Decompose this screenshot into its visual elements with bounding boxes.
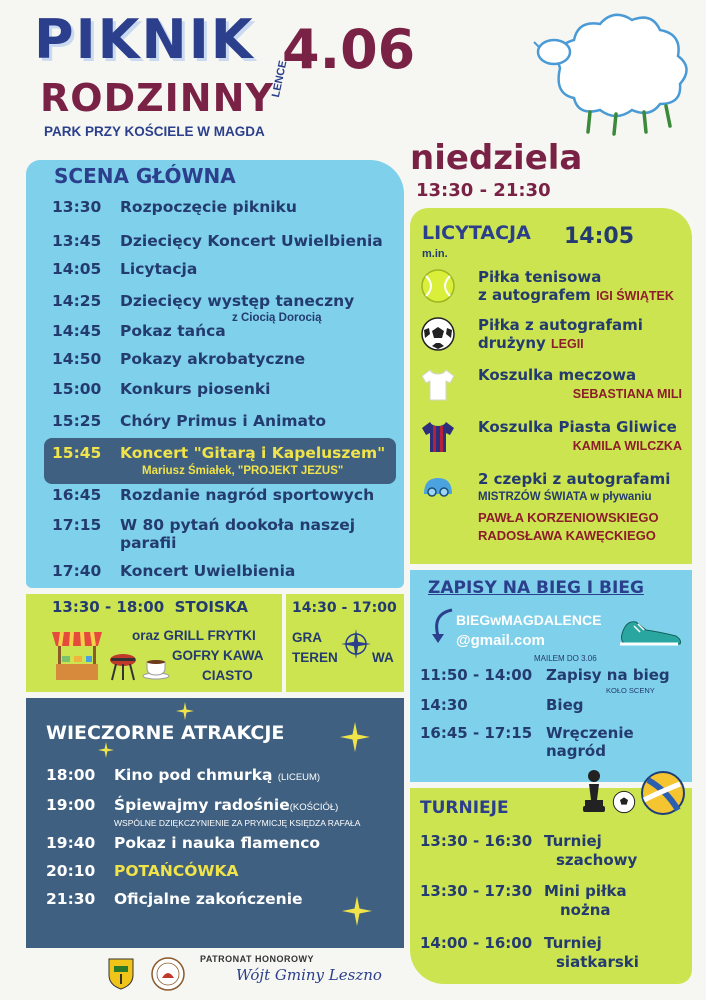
sparkle-icon — [340, 722, 370, 752]
tournament-line1: Turniej — [544, 832, 602, 850]
football-icon — [612, 790, 636, 814]
auction-item-line1: Koszulka Piasta Gliwice — [478, 418, 677, 436]
event-date: 4.06 — [282, 18, 416, 81]
run-title: ZAPISY NA BIEG I BIEG — [428, 578, 644, 598]
auction-item-line2: z autografem — [478, 286, 591, 304]
evening-time: 19:40 — [46, 834, 96, 852]
tennis-ball-icon — [420, 268, 456, 304]
evening-time: 20:10 — [46, 862, 96, 880]
sheep-icon — [520, 8, 700, 138]
tournament-time: 13:30 - 17:30 — [420, 882, 533, 900]
stalls-hours: 13:30 - 18:00 — [52, 598, 165, 616]
run-event: Wręczenie nagród — [546, 724, 634, 760]
coffee-cup-icon — [142, 656, 172, 680]
email-line2: @gmail.com — [456, 632, 545, 649]
day-name: niedziela — [410, 138, 583, 178]
schedule-time: 14:45 — [52, 322, 102, 340]
sneakers-icon — [618, 612, 684, 650]
tournament-time: 13:30 - 16:30 — [420, 832, 533, 850]
sparkle-icon — [342, 896, 372, 926]
stalls-line1: oraz GRILL FRYTKI — [132, 628, 256, 643]
run-registration-panel — [410, 570, 692, 782]
location: PARK PRZY KOŚCIELE W MAGDA — [44, 124, 265, 139]
schedule-time: 14:05 — [52, 260, 102, 278]
schedule-event: Pokazy akrobatyczne — [120, 350, 306, 368]
evening-time: 19:00 — [46, 796, 96, 814]
auction-item-highlight: KAMILA WILCZKA — [572, 439, 682, 453]
title-rodzinny: RODZINNY — [40, 76, 274, 120]
market-stall-icon — [50, 626, 104, 684]
field-game-hours: 14:30 - 17:00 — [292, 600, 397, 616]
striped-shirt-icon — [420, 418, 456, 454]
signature: Wójt Gminy Leszno — [236, 966, 382, 984]
auction-item-highlight: LEGII — [551, 337, 584, 351]
schedule-event: Koncert "Gitarą i Kapeluszem" — [120, 444, 386, 462]
volleyball-icon — [640, 770, 686, 816]
concert-note: Mariusz Śmiałek, "PROJEKT JEZUS" — [142, 465, 344, 477]
tournament-line2: szachowy — [556, 851, 638, 869]
evening-event: Śpiewajmy radośnie — [114, 796, 290, 814]
schedule-time: 13:30 — [52, 198, 102, 216]
auction-time: 14:05 — [564, 224, 635, 249]
email-note: MAILEM DO 3.06 — [534, 654, 597, 663]
evening-time: 18:00 — [46, 766, 96, 784]
seal-icon — [150, 956, 186, 992]
schedule-time: 14:25 — [52, 292, 102, 310]
tournaments-panel — [410, 788, 692, 984]
schedule-event: Koncert Uwielbienia — [120, 562, 296, 580]
main-stage-title: SCENA GŁÓWNA — [54, 164, 236, 188]
field-game-line2a: TEREN — [292, 650, 338, 665]
evening-time: 21:30 — [46, 890, 96, 908]
auction-note: m.in. — [422, 248, 448, 260]
stalls-line2: GOFRY KAWA — [172, 648, 264, 663]
title-piknik: PIKNIK — [34, 8, 255, 71]
field-game-line2b: WA — [372, 650, 394, 665]
auction-item-highlight: IGI ŚWIĄTEK — [596, 289, 674, 303]
tournament-line1: Mini piłka — [544, 882, 627, 900]
auction-item-line2: drużyny — [478, 334, 546, 352]
swim-cap-icon — [420, 470, 456, 506]
field-game-line1: GRA — [292, 630, 322, 645]
auction-item-line1: Piłka z autografami — [478, 316, 643, 334]
schedule-time: 16:45 — [52, 486, 102, 504]
evening-title: WIECZORNE ATRAKCJE — [46, 722, 285, 744]
dance-note: z Ciocią Dorocią — [232, 312, 322, 324]
evening-note: (KOŚCIÓŁ) — [289, 802, 339, 813]
schedule-event: W 80 pytań dookoła naszej parafii — [120, 516, 356, 552]
auction-item-highlight: SEBASTIANA MILI — [572, 387, 682, 401]
schedule-time: 15:45 — [52, 444, 102, 462]
tournament-line2: siatkarski — [556, 953, 639, 971]
evening-event: Oficjalne zakończenie — [114, 890, 303, 908]
auction-title: LICYTACJA — [422, 222, 531, 244]
field-game-panel — [286, 594, 404, 692]
auction-panel — [410, 208, 692, 564]
grill-icon — [108, 650, 138, 682]
stalls-label: STOISKA — [174, 598, 249, 616]
schedule-event: Dziecięcy występ taneczny — [120, 292, 355, 310]
schedule-time: 17:15 — [52, 516, 102, 534]
schedule-event: Konkurs piosenki — [120, 380, 271, 398]
tournament-time: 14:00 - 16:00 — [420, 934, 533, 952]
compass-icon — [340, 628, 372, 660]
stalls-line3: CIASTO — [202, 668, 253, 683]
evening-subnote: WSPÓLNE DZIĘKCZYNIENIE ZA PRYMICJĘ KSIĘDZA RAFAŁA — [114, 818, 361, 828]
run-note: KOŁO SCENY — [606, 686, 655, 695]
sparkle-icon — [98, 742, 114, 758]
schedule-time: 13:45 — [52, 232, 102, 250]
evening-note: (LICEUM) — [277, 772, 321, 783]
main-stage-panel — [26, 160, 404, 588]
evening-event: POTAŃCÓWKA — [114, 862, 239, 880]
schedule-event: Pokaz tańca — [120, 322, 226, 340]
arrow-icon — [428, 608, 458, 644]
stalls-panel — [26, 594, 282, 692]
tournaments-title: TURNIEJE — [420, 798, 509, 818]
football-icon — [420, 316, 456, 352]
location-tail: LENCE — [270, 59, 290, 99]
schedule-time: 15:00 — [52, 380, 102, 398]
run-time: 16:45 - 17:15 — [420, 724, 533, 742]
schedule-time: 17:40 — [52, 562, 102, 580]
patronage-label: PATRONAT HONOROWY — [200, 954, 314, 964]
white-shirt-icon — [420, 366, 456, 402]
tournament-line2: nożna — [560, 901, 611, 919]
auction-item-highlight-2: RADOSŁAWA KAWĘCKIEGO — [478, 528, 656, 543]
auction-item-line1: Koszulka meczowa — [478, 366, 637, 384]
evening-panel — [26, 698, 404, 948]
day-hours: 13:30 - 21:30 — [416, 180, 551, 201]
evening-event: Pokaz i nauka flamenco — [114, 834, 321, 852]
run-event: Zapisy na bieg — [546, 666, 670, 684]
schedule-event: Licytacja — [120, 260, 198, 278]
run-time: 14:30 — [420, 696, 468, 714]
run-event: Bieg — [546, 696, 584, 714]
schedule-event: Chóry Primus i Animato — [120, 412, 327, 430]
email-line1: BIEGwMAGDALENCE — [456, 612, 602, 628]
schedule-time: 14:50 — [52, 350, 102, 368]
schedule-time: 15:25 — [52, 412, 102, 430]
schedule-event: Rozpoczęcie pikniku — [120, 198, 297, 216]
auction-item-highlight: PAWŁA KORZENIOWSKIEGO — [478, 510, 659, 525]
chess-pawn-icon — [582, 768, 606, 816]
coat-of-arms-icon — [108, 958, 134, 990]
sparkle-icon — [176, 702, 194, 720]
auction-item-line1: Piłka tenisowa — [478, 268, 602, 286]
schedule-event: Rozdanie nagród sportowych — [120, 486, 375, 504]
schedule-event: Dziecięcy Koncert Uwielbienia — [120, 232, 383, 250]
run-time: 11:50 - 14:00 — [420, 666, 533, 684]
auction-item-line1: 2 czepki z autografami — [478, 470, 671, 488]
auction-item-line2: MISTRZÓW ŚWIATA w pływaniu — [478, 491, 652, 503]
tournament-line1: Turniej — [544, 934, 602, 952]
evening-event: Kino pod chmurką — [114, 766, 273, 784]
